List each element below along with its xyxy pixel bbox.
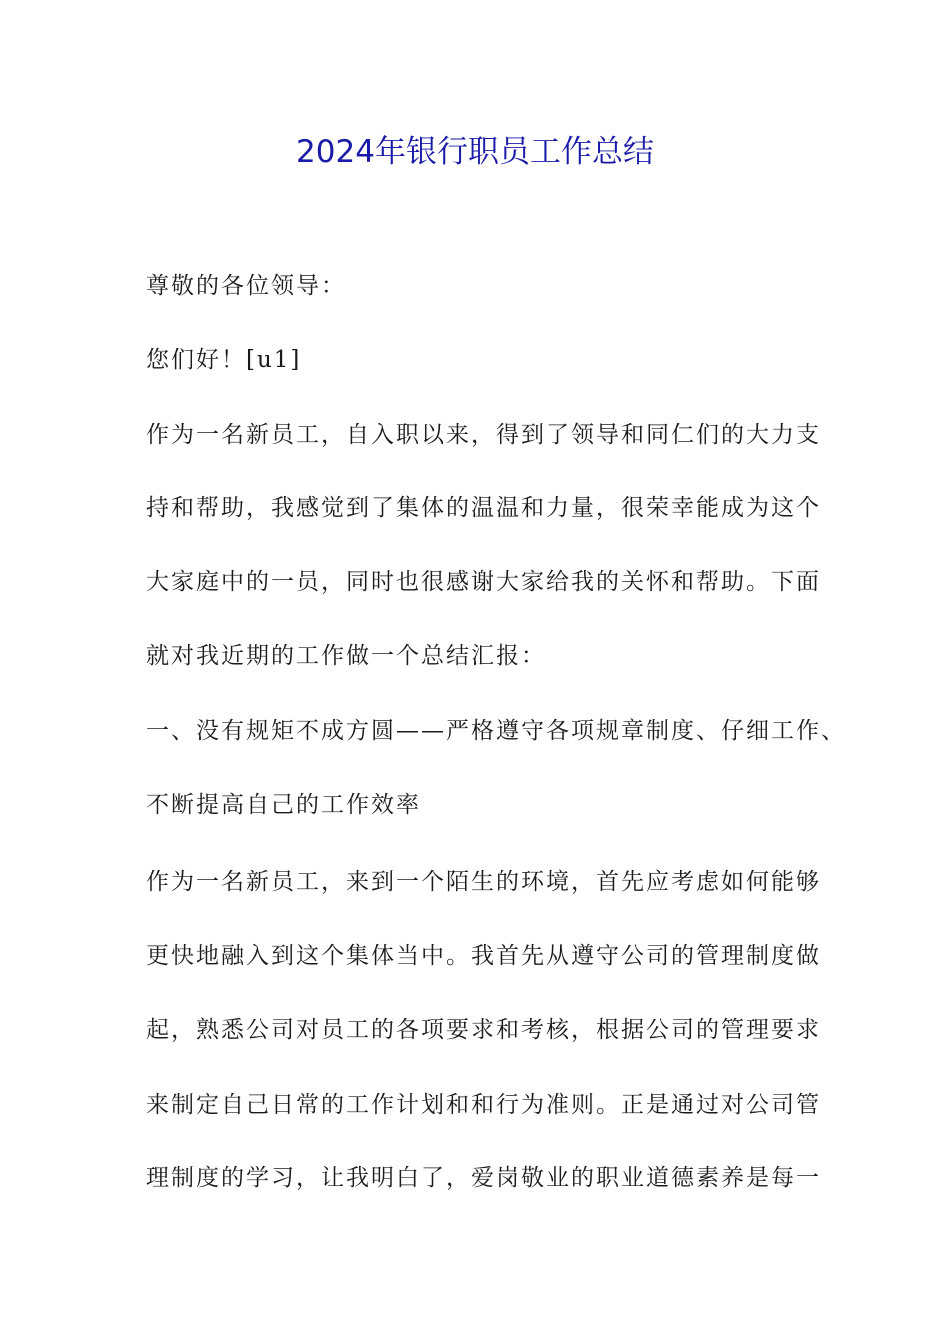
body-line: 理制度的学习，让我明白了，爱岗敬业的职业道德素养是每一	[146, 1165, 821, 1191]
section-heading-line: 一、没有规矩不成方圆——严格遵守各项规章制度、仔细工作、	[146, 718, 846, 744]
section-heading-line: 不断提高自己的工作效率	[146, 792, 421, 818]
body-line: 就对我近期的工作做一个总结汇报：	[146, 643, 546, 669]
body-line: 来制定自己日常的工作计划和和行为准则。正是通过对公司管	[146, 1092, 821, 1118]
body-line: 作为一名新员工，来到一个陌生的环境，首先应考虑如何能够	[146, 869, 821, 895]
salutation-line: 您们好！[u1]	[146, 347, 302, 373]
body-line: 作为一名新员工，自入职以来，得到了领导和同仁们的大力支	[146, 422, 821, 448]
body-line: 大家庭中的一员，同时也很感谢大家给我的关怀和帮助。下面	[146, 569, 821, 595]
document-title: 2024年银行职员工作总结	[296, 134, 654, 170]
greeting-line: 尊敬的各位领导：	[146, 273, 346, 299]
body-line: 持和帮助，我感觉到了集体的温温和力量，很荣幸能成为这个	[146, 495, 821, 521]
body-line: 更快地融入到这个集体当中。我首先从遵守公司的管理制度做	[146, 943, 821, 969]
body-line: 起，熟悉公司对员工的各项要求和考核，根据公司的管理要求	[146, 1017, 821, 1043]
